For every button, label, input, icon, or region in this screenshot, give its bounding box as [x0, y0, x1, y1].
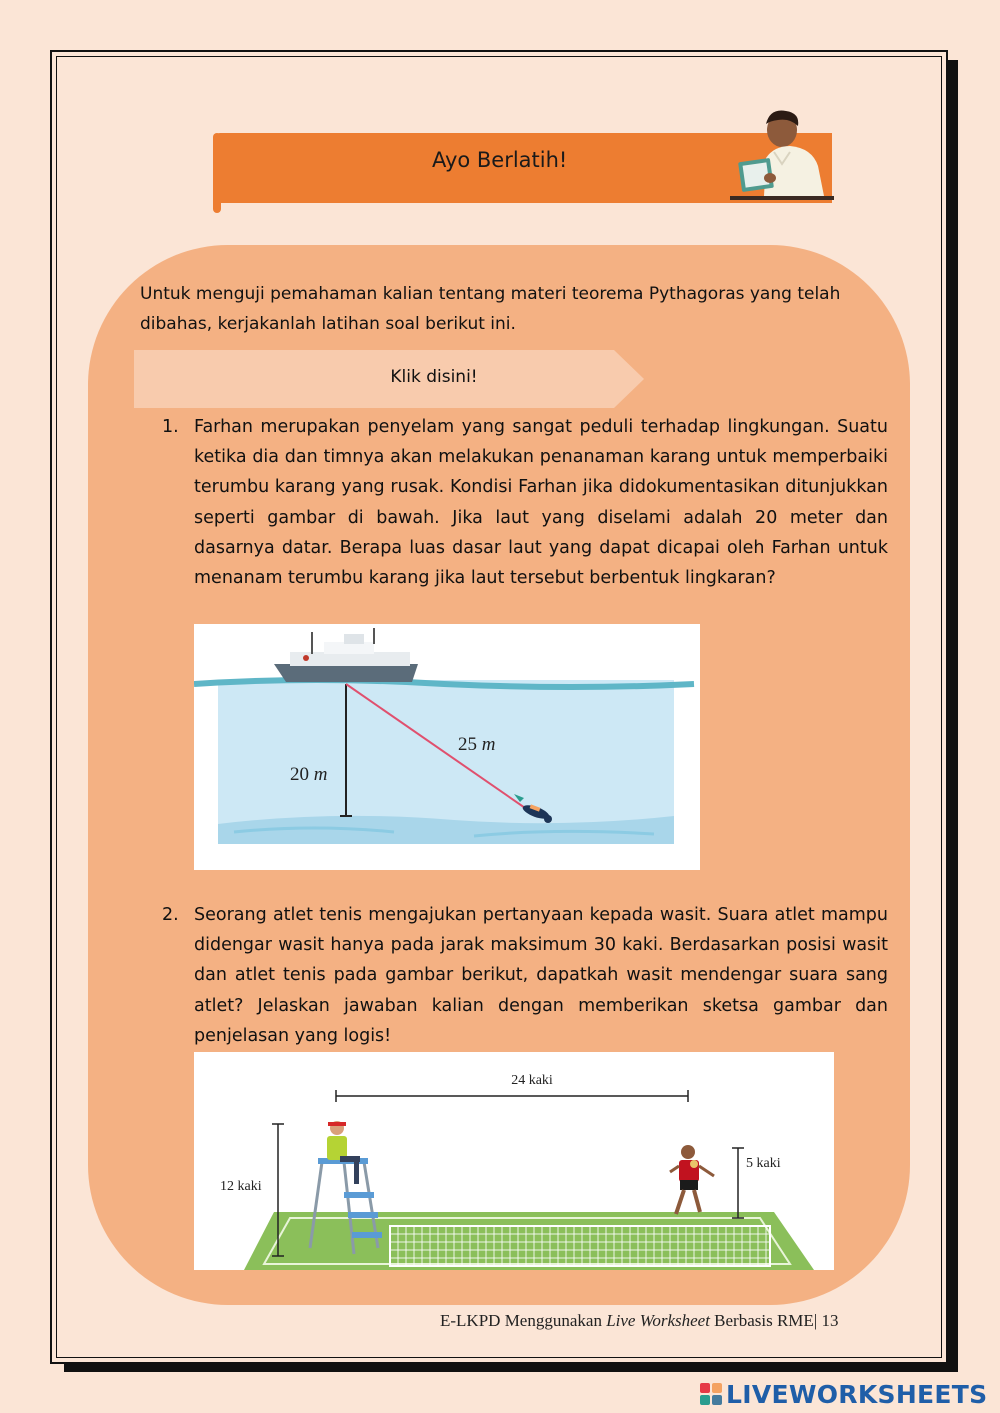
question-number: 1. [162, 417, 179, 437]
intro-text: Untuk menguji pemahaman kalian tentang materi teorema Pythagoras yang telah dibahas, kerjakanlah latihan soal berikut ini. [140, 284, 841, 334]
liveworksheets-mark-icon [700, 1383, 722, 1405]
tennis-player-icon [670, 1145, 714, 1214]
tennis-court [244, 1212, 814, 1270]
depth-label: 20 m [290, 764, 328, 785]
liveworksheets-logo[interactable] [700, 1378, 987, 1410]
question-text: Seorang atlet tenis mengajukan pertanyaan kepada wasit. Suara atlet mampu didengar wasit hanya pada jarak maksimum 30 kaki. Berdasarkan posisi wasit dan atlet tenis pada gambar berikut, dapatkah wasit mendengar suara sang atlet? Jelaskan jawaban kalian dengan memberikan sketsa gambar dan penjelasan yang logis! [194, 905, 888, 1046]
reading-student-illustration [730, 108, 834, 200]
question-text: Farhan merupakan penyelam yang sangat peduli terhadap lingkungan. Suatu ketika dia dan timnya akan melakukan penanaman karang untuk memperbaiki terumbu karang yang rusak. Kondisi Farhan jika didokumentasikan ditunjukkan seperti gambar di bawah. Jika laut yang diselami adalah 20 meter dan dasarnya datar. Berapa luas dasar laut yang dapat dicapai oleh Farhan untuk menanam terumbu karang jika laut tersebut berbentuk lingkaran? [194, 417, 888, 589]
page-title: Ayo Berlatih! [432, 148, 568, 172]
referee-icon [327, 1121, 360, 1184]
athlete-height-label: 5 kaki [746, 1156, 781, 1171]
footer-text: E-LKPD Menggunakan Live Worksheet Berbasis RME| 13 [440, 1311, 839, 1330]
rope-label: 25 m [458, 734, 496, 755]
tennis-figure [194, 1052, 834, 1270]
liveworksheets-wordmark: LIVEWORKSHEETS [726, 1379, 988, 1409]
klik-disini-button[interactable] [134, 350, 644, 408]
klik-disini-label: Klik disini! [390, 367, 478, 387]
question-number: 2. [162, 905, 179, 925]
distance-label: 24 kaki [511, 1073, 553, 1088]
referee-height-label: 12 kaki [220, 1179, 262, 1194]
title-underline [730, 196, 834, 200]
diver-figure [194, 624, 700, 870]
ship-icon [274, 628, 418, 682]
